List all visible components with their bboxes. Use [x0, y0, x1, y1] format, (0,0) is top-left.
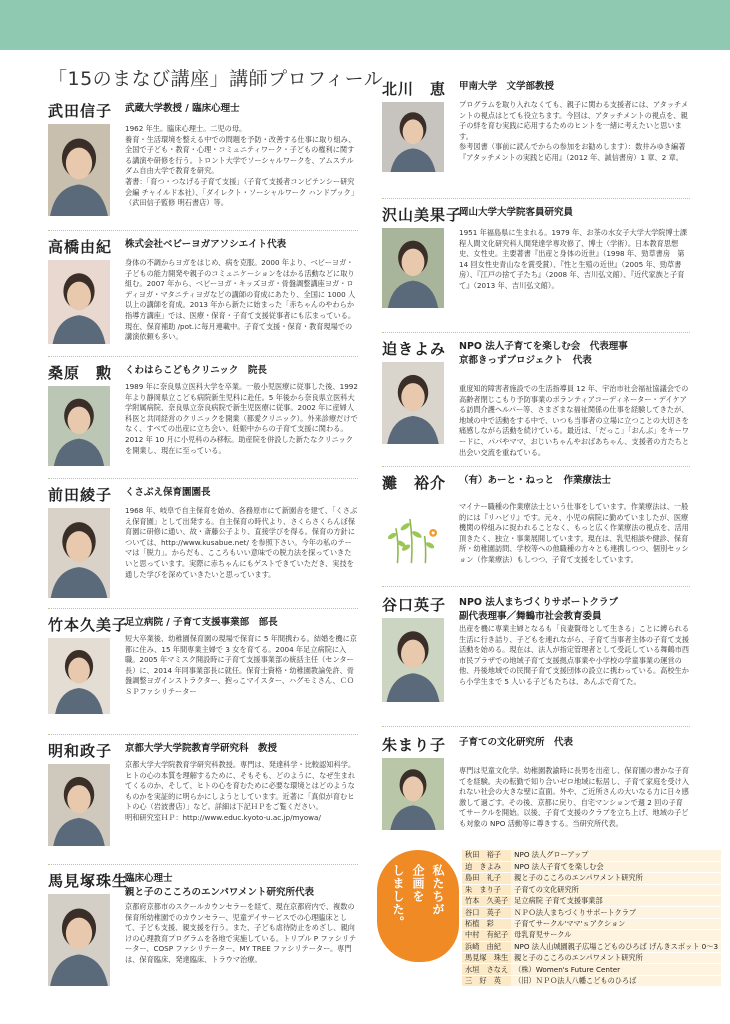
portrait-icon [48, 764, 110, 846]
organizer-row [462, 953, 721, 964]
section-divider [48, 608, 358, 609]
profile-bio: 専門は児童文化学。幼稚園教諭時に長男を出産し、保育園の書かな子育てを経験。夫の転勤で知り合いゼロ地域に転居し、子育て家庭を受け入れない社会の大きな壁に直面。外や、ご近所さんの大いなる力に日々感激して過ごす。その後、京都に戻り、自宅マンションで週 2 回の子育てサークルを開始。以後、子育て支援のクラブを立ち上げ、地域の子ども対象の NPO 活動等に尊きする。当研究所代表。 [459, 766, 690, 828]
organizer-callout [377, 850, 459, 962]
organizer-row [462, 964, 721, 975]
organizer-name: 秋田 裕子 [462, 850, 511, 861]
portrait-icon [48, 260, 110, 344]
profile-role: NPO 法人子育てを楽しむ会 代表理事 京都きっずプロジェクト 代表 [459, 341, 628, 366]
organizer-row [462, 873, 721, 884]
profile-bio: マイナー職種の作業療法士という仕事をしています。作業療法は、一般的には『リハビリ』です。元々、小児の病院に勤めていましたが、医療機関の枠組みに捉われることなく、もっと広く作業療法の視点を、活用頂きたく、独立・事業展開しています。現在は、乳児相談や健診、保育所・幼稚園訪問、学校等への他職種の方々とも連携しつつ、個別セッション（作業療法）もしつつ、子育て支援をしています。 [459, 502, 689, 564]
plant-illustration-icon [382, 496, 444, 576]
organizer-org: 子育てサークル'ママ'ｓアクション [511, 918, 721, 929]
organizer-name: 浜崎 由紀 [462, 941, 511, 952]
profile-bio: 1962 年生。臨床心理士。二児の母。 養育・生活環境を整える中での問題を予防・改善する仕事に取り組み、全国で子ども・教育・心理・コミュニティワーク・子どもの権利に関する講演や研修を行う。トロント大学でソーシャルワークを、アムステルダム自由大学で教育を研究。 著書：「育つ・つなげる子育て支援」（子育て支援者コンピテンシー研究会編 チャイルド本社）、「ダイレクト・ソーシャルワーク ハンドブック」（武田信子監修 明石書店）等。 [125, 124, 356, 208]
profile-bio: 出産を機に専業主婦となるも「良妻賢母として生きる」ことに縛られる生活に行き詰り、子どもを連れながら、子育て当事者主体の子育て支援活動を始める。現在は、法人が指定管理者として受託している舞鶴市西市民プラザでの地域子育て支援拠点事業や小学校の学童事業の運営の他、丹後地域での民間子育て支援団体の設立に携わっている。高校生から小学生まで 5 人いる子どもたちは、あんぷで育てた。 [459, 624, 690, 686]
organizer-row [462, 884, 721, 895]
profile-name: 明和政子 [48, 742, 113, 760]
organizer-row [462, 941, 721, 952]
profile-name: 桑原 勲 [48, 364, 113, 382]
plant-illustration [382, 496, 444, 576]
portrait-icon [48, 124, 110, 216]
organizer-name: 迫 きよみ [462, 861, 511, 872]
profile-name: 灘 裕介 [382, 474, 447, 492]
profile-bio: 1989 年に奈良県立医科大学を卒業。一般小児医療に従事した後、1992 年より静岡県立こども病院新生児科に赴任。5 年後から奈良県立医科大学附属病院、奈良県立奈良病院で新生児医療に従事。2002 年に産婦人科医と共同経営のクリニックを開業（都愛クリニック）。外来診療だけでなく、すべての出産に立ち会い、妊娠中からの子育て支援に関わる。2012 年 10 月に小児科のみ移転。助産院を併設した新たなクリニックを開業し、現在に至っている。 [125, 382, 358, 455]
portrait-icon [48, 508, 110, 598]
organizer-name: 中村 有紀子 [462, 930, 511, 941]
profile-role: 甲南大学 文学部教授 [459, 81, 555, 92]
profile-name: 沢山美果子 [382, 206, 463, 224]
profile-role: くさぶえ保育園園長 [125, 487, 211, 498]
profile-bio: 身体の不調からヨガをはじめ、病を克服。2000 年より、ベビーヨガ・子どもの能力開発や親子のコミュニケーションをはかる活動などに取り組む。2007 年から、ベビーヨガ・キッズヨガ・骨盤調整講座ヨガ・ロディヨガ・マタニティヨガなどの講師の育成にあたり、全国に 1000 人以上の講師を育成。2013 年から新たに始まった「赤ちゃんのやわらか指導方講座」では、医療・保育・子育て支援従事者にも広まっている。現在、保育補助 /pot.に毎月連載中。子育て支援・保育・教育現場での講演依頼も多い。 [125, 258, 356, 342]
profile-bio: プログラムを取り入れなくても、親子に関わる支援者には、アタッチメントの視点はとても役立ちます。今回は、アタッチメントの視点を、親子の絆を育む実践に応用するためのヒントを一緒に考えたいと思います。 参考図書（事前に読んでからの参加をお勧めします）：数井みゆき編著『アタッチメントの実践と応用』（2012 年、誠信書房）1 章、2 章。 [459, 100, 689, 162]
profile-name: 馬見塚珠生 [48, 872, 129, 890]
organizer-row [462, 850, 721, 861]
profile-role: NPO 法人まちづくりサポートクラブ 副代表理事／舞鶴市社会教育委員 [459, 597, 619, 622]
organizer-name: 馬見塚 珠生 [462, 953, 511, 964]
callout-line-3: しました。 [391, 864, 405, 929]
profile-name: 迫きよみ [382, 340, 447, 358]
organizer-name: 島田 礼子 [462, 873, 511, 884]
organizer-name: 水垣 さなえ [462, 964, 511, 975]
portrait-icon [382, 758, 444, 830]
organizer-name: 柘植 彩 [462, 918, 511, 929]
profile-role: 岡山大学大学院客員研究員 [459, 207, 574, 218]
profile-bio: 京都大学大学院教育学研究科教授。専門は、発達科学・比較認知科学。ヒトの心の本質を理解するために、そもそも、どのように、なぜ生まれてくるのか、そして、ヒトの心を育むために必要な環境とはどのようなものかを実証的に明らかにしようとしています。近著に「真似が育むヒトの心（岩波書店）」など。詳細は下記ＨＰをご覧ください。 明和研究室ＨＰ：http://www.educ.kyoto-u.ac.jp/myowa/ [125, 760, 356, 822]
organizer-org: 親と子のこころのエンパワメント研究所 [511, 953, 721, 964]
profile-name: 高橋由紀 [48, 238, 113, 256]
profile-photo [48, 508, 110, 598]
organizer-org: （株）Women's Future Center [511, 964, 721, 975]
organizer-org: 母乳育児サークル [511, 930, 721, 941]
profile-name: 朱まり子 [382, 736, 447, 754]
profile-photo [48, 386, 110, 466]
organizer-row [462, 930, 721, 941]
profile-photo [48, 124, 110, 216]
callout-line-2: 企画を [411, 864, 425, 903]
profile-photo [382, 228, 444, 308]
organizer-row [462, 896, 721, 907]
section-divider [382, 198, 690, 199]
organizer-org: 親と子のこころのエンパワメント研究所 [511, 873, 721, 884]
profile-bio: 1968 年、岐阜で自主保育を始め、各務原市にて新園舎を建て、「くさぶえ保育園」として出発する。自主保育の時代より、さくらさくらんぼ保育園に研修に通い、故・斎藤公子より、直接学びを得る。保育の方針については、http://www.kusabue.net/ を参照下さい。今年の私のテーマは「脱力」。からだも、こころもいい意味での脱力法を探っていきたいと思っています。実際に赤ちゃんにもゲストできていただき、実技を通した学びを深めていきたいと思っています。 [125, 506, 358, 579]
callout-line-1: 私たちが [431, 864, 445, 916]
top-banner [0, 0, 730, 50]
portrait-icon [48, 386, 110, 466]
organizer-row [462, 907, 721, 918]
section-divider [48, 734, 358, 735]
profile-photo [48, 260, 110, 344]
portrait-icon [382, 228, 444, 308]
section-divider [48, 356, 358, 357]
organizer-name: 朱 まり子 [462, 884, 511, 895]
profile-name: 北川 恵 [382, 80, 447, 98]
profile-name: 前田綾子 [48, 486, 113, 504]
profile-photo [382, 102, 444, 172]
profile-role: 臨床心理士 親と子のこころのエンパワメント研究所代表 [125, 873, 315, 898]
profile-bio: 短大卒業後、幼稚園保育園の現場で保育に 5 年間携わる。結婚を機に京都に住み、15 年間専業主婦で 3 女を育てる。2004 年足立病院に入職。2005 年マミスク開設時に子育て支援事業部の統括主任（センター長）に、2014 年同事業部長に就任。保育士資格・幼稚園教論免許、骨盤調整ヨガインストラクター、抱っこマイスター、ハグモミさん、ＣＯＳＰファシリテーター [125, 634, 357, 696]
profile-photo [382, 362, 444, 444]
section-divider [382, 332, 690, 333]
organizer-name: 竹本 久美子 [462, 896, 511, 907]
profile-role: くわはらこどもクリニック 院長 [125, 365, 267, 376]
profile-photo [382, 758, 444, 830]
profile-bio: 1951 年福島県に生まれる。1979 年、お茶の水女子大学大学院博士課程人間文化研究科人間発達学専攻修了、博士（学術）。日本教育思想史、女性史。主要著書『出産と身体の近世』（1998 年、勁草書房 第 14 回女性史青山なを賞受賞）、『性と生殖の近世』（2005 年、勁草書房）、『江戸の捨て子たち』（2008 年、吉川弘文館）、『近代家族と子育て』（2013 年、吉川弘文館）。 [459, 228, 688, 290]
section-divider [382, 726, 690, 727]
profile-photo [48, 764, 110, 846]
profile-role: 武蔵大学教授 / 臨床心理士 [125, 103, 240, 114]
organizer-org: ＮＰＯ法人まちづくりサポートクラブ [511, 907, 721, 918]
profile-role: 足立病院 / 子育て支援事業部 部長 [125, 617, 278, 628]
organizer-row [462, 918, 721, 929]
portrait-icon [382, 102, 444, 172]
organizer-org: NPO 法人山城園親子広場こどものひろば げんきスポット 0～3 [511, 941, 721, 952]
organizer-name: 三 好 英 [462, 975, 511, 986]
profile-role: 子育ての文化研究所 代表 [459, 737, 574, 748]
portrait-icon [48, 894, 110, 986]
organizer-org: NPO 法人子育てを楽しむ会 [511, 861, 721, 872]
organizer-org: 足立病院 子育て支援事業部 [511, 896, 721, 907]
section-divider [382, 586, 690, 587]
section-divider [48, 230, 358, 231]
portrait-icon [382, 362, 444, 444]
profile-role: （有）あーと・ねっと 作業療法士 [459, 475, 612, 486]
organizer-row [462, 975, 721, 986]
section-divider [48, 478, 358, 479]
profile-photo [48, 894, 110, 986]
organizer-name: 谷口 英子 [462, 907, 511, 918]
portrait-icon [48, 638, 110, 714]
section-divider [382, 466, 690, 467]
profile-bio: 京都府京都市のスクールカウンセラーを経て、現在京都府内で、複数の保育所幼稚園でのカウンセラー、児童デイサービスでの心理臨床として、子ども支援、親支援を行う。また、子ども虐待防止をめざし、親向けの心理教育プログラムを各地で実施している。トリプル P ファシリテーター、COSP ファシリテーター、MY TREE ファシリテーター。専門は、保育臨床、発達臨床、トラウマ治療。 [125, 902, 357, 964]
organizer-org: 子育ての文化研究所 [511, 884, 721, 895]
organizer-org: （旧）ＮＰＯ法人八幡こどものひろば [511, 975, 721, 986]
organizer-table [462, 850, 721, 987]
organizer-row [462, 861, 721, 872]
profile-name: 竹本久美子 [48, 616, 129, 634]
profile-role: 株式会社ベビーヨガアソシエイト代表 [125, 239, 287, 250]
portrait-icon [382, 618, 444, 702]
profile-photo [382, 618, 444, 702]
profile-role: 京都大学大学院教育学研究科 教授 [125, 743, 278, 754]
profile-name: 武田信子 [48, 102, 113, 120]
profile-name: 谷口英子 [382, 596, 447, 614]
profile-photo [48, 638, 110, 714]
section-divider [48, 864, 358, 865]
page-title: 「15のまなび講座」講師プロフィール [48, 68, 384, 90]
profile-bio: 重度知的障害者施設での生活指導員 12 年、宇治市社会福祉協議会での高齢者閉じこもり予防事業のボランティアコーディネーター・デイケアる訪問介護ヘルパー等、さまざまな福祉関係の仕事を経験してきたが、地域の中で活動をする中で、いつも当事者の立場に立つことの大切さを痛感しながら活動を続けている。最近は、「だっこ」「おんぶ」をキーワードに、パパやママ、おじいちゃんやおばあちゃん、支援者の方たちと出会い交流を重ねている。 [459, 384, 690, 457]
organizer-org: NPO 法人グローアップ [511, 850, 721, 861]
